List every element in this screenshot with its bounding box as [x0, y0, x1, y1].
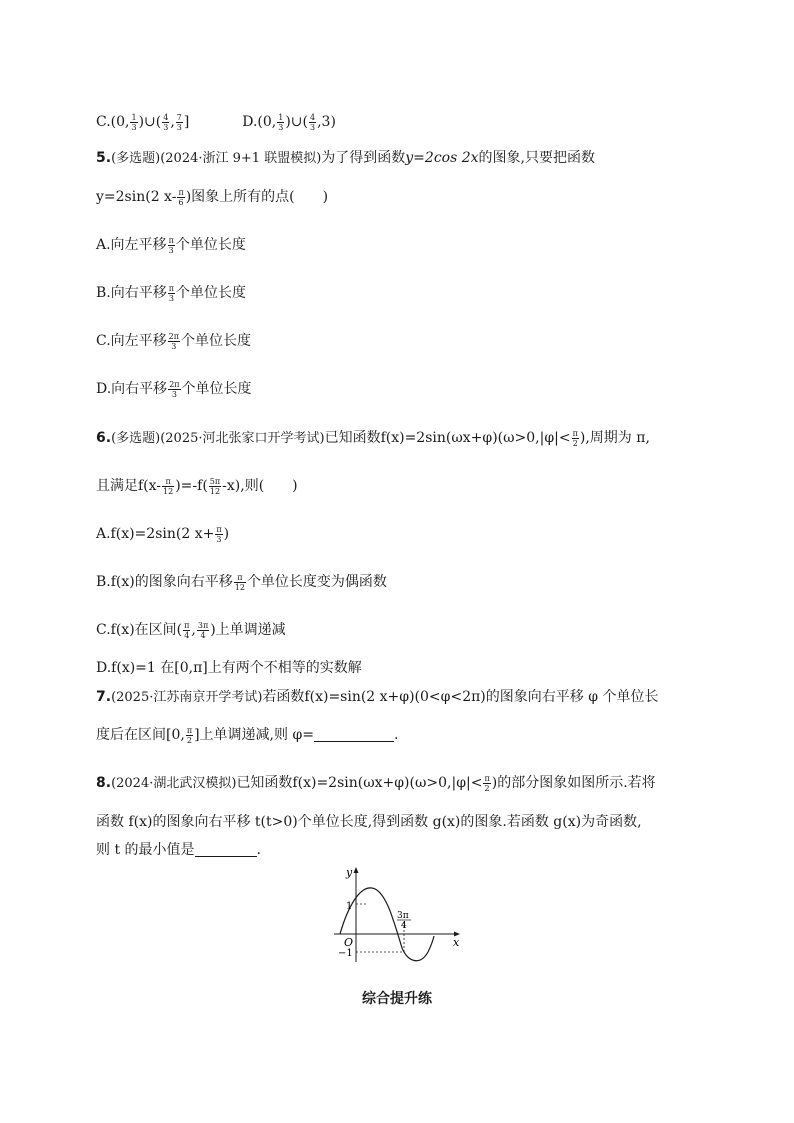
q6-option-a: A.f(x)=2sin(2 x+ $\frac{\pi}{3}$ ) [96, 524, 230, 544]
q8-stem-line1: 8.(2024·湖北武汉模拟)已知函数f(x)=2sin(ωx+φ)(ω>0,|φ|< $\frac{\pi}{2}$ )的部分图象如图所示.若将 [96, 773, 656, 793]
q6-stem-line2: 且满足f(x- $\frac{\pi}{12}$ )=-f( $\frac{5\pi}{12}$ -x),则( ) [96, 476, 298, 496]
q8-stem-line2: 函数 f(x)的图象向右平移 t(t>0)个单位长度,得到函数 g(x)的图象.若函数 g(x)为奇函数, [96, 814, 642, 830]
q6-stem-line1: 6.(多选题)(2025·河北张家口开学考试)已知函数f(x)=2sin(ωx+φ)(ω>0,|φ|< $\frac{\pi}{2}$ ),周期为 π, [96, 428, 650, 448]
q5-option-a: A.向左平移 $\frac{\pi}{3}$ 个单位长度 [96, 235, 246, 255]
q6-option-d: D.f(x)=1 在[0,π]上有两个不相等的实数解 [96, 660, 362, 676]
sine-curve-visible [340, 888, 434, 961]
q6-number: 6. [96, 430, 112, 446]
section-title: 综合提升练 [362, 991, 432, 1007]
q5-stem-line1: 5.(多选题)(2024·浙江 9+1 联盟模拟)为了得到函数y=2cos 2x的图象,只要把函数 [96, 150, 595, 166]
q8-stem-line3: 则 t 的最小值是 . [96, 842, 261, 858]
q7-stem-line1: 7.(2025·江苏南京开学考试)若函数f(x)=sin(2 x+φ)(0<φ<2π)的图象向右平移 φ 个单位长 [96, 689, 659, 705]
q5-stem-line2: y=2sin(2 x- $\frac{\pi}{6}$ )图象上所有的点( ) [96, 187, 329, 207]
q4-option-c: C.(0, $\frac{1}{3}$ )∪( $\frac{4}{3}$ , $\frac{7}{3}$ ] [96, 112, 190, 132]
q7-tag: (2025·江苏南京开学考试) [111, 690, 263, 705]
q5-option-d: D.向右平移 $\frac{2\pi}{3}$ 个单位长度 [96, 379, 252, 399]
q6-option-b: B.f(x)的图象向右平移 $\frac{\pi}{12}$ 个单位长度变为偶函数 [96, 572, 387, 592]
tick-x-numerator: 3π [397, 911, 409, 921]
q5-number: 5. [96, 150, 112, 166]
q5-option-b: B.向右平移 $\frac{\pi}{3}$ 个单位长度 [96, 283, 247, 303]
tick-m1-label: −1 [338, 948, 353, 959]
q6-tag: (多选题)(2025·河北张家口开学考试) [111, 431, 325, 446]
q5-option-c: C.向左平移 $\frac{2\pi}{3}$ 个单位长度 [96, 331, 252, 351]
x-axis-label: x [453, 936, 460, 949]
q8-sine-graph [330, 862, 470, 968]
tick-1-label: 1 [346, 901, 353, 912]
q4-options [96, 112, 336, 132]
q7-stem-line2: 度后在区间[0, $\frac{\pi}{2}$ ]上单调递减,则 φ= . [96, 725, 399, 745]
y-axis-arrow [354, 867, 359, 873]
q7-answer-blank[interactable] [314, 727, 394, 742]
q7-number: 7. [96, 689, 112, 705]
origin-label: O [344, 936, 354, 949]
q4-option-d: D.(0, $\frac{1}{3}$ )∪( $\frac{4}{3}$ ,3) [242, 112, 336, 132]
q6-option-c: C.f(x)在区间( $\frac{\pi}{4}$ , $\frac{3\pi}{4}$ )上单调递减 [96, 620, 286, 640]
q5-tag: (多选题)(2024·浙江 9+1 联盟模拟) [111, 151, 322, 166]
q8-tag: (2024·湖北武汉模拟) [111, 776, 237, 791]
y-axis-label: y [346, 866, 353, 879]
q8-number: 8. [96, 775, 112, 791]
q8-answer-blank[interactable] [195, 842, 257, 857]
tick-x-denominator: 4 [401, 921, 407, 931]
